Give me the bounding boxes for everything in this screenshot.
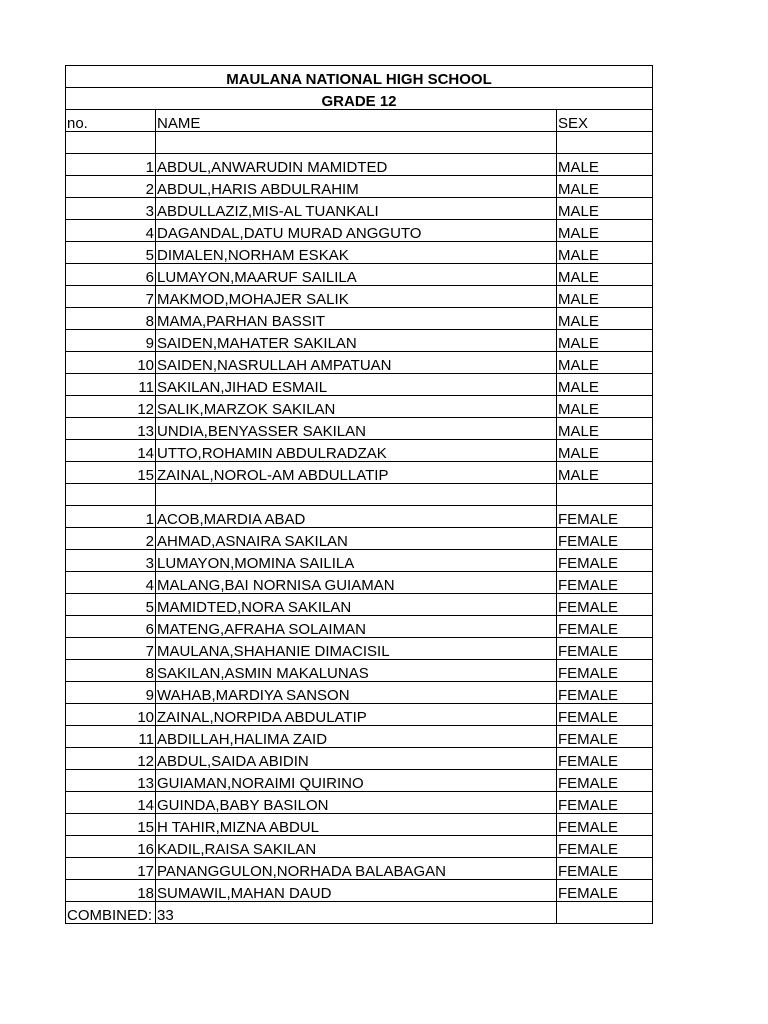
student-name-cell[interactable]: KADIL,RAISA SAKILAN xyxy=(156,836,557,858)
student-name-cell[interactable]: MAKMOD,MOHAJER SALIK xyxy=(156,286,557,308)
student-sex-cell[interactable]: FEMALE xyxy=(557,638,653,660)
student-number-cell[interactable]: 6 xyxy=(66,616,156,638)
student-name-cell[interactable]: ABDULLAZIZ,MIS-AL TUANKALI xyxy=(156,198,557,220)
female-student-row xyxy=(66,528,653,550)
male-student-row xyxy=(66,176,653,198)
student-sex-cell[interactable]: FEMALE xyxy=(557,682,653,704)
female-student-row xyxy=(66,550,653,572)
blank-cell[interactable] xyxy=(66,132,156,154)
combined-total-row xyxy=(66,902,653,924)
student-name-cell[interactable]: ACOB,MARDIA ABAD xyxy=(156,506,557,528)
student-name-cell[interactable]: MAULANA,SHAHANIE DIMACISIL xyxy=(156,638,557,660)
student-number-cell[interactable]: 3 xyxy=(66,550,156,572)
student-name-cell[interactable]: UTTO,ROHAMIN ABDULRADZAK xyxy=(156,440,557,462)
student-number-cell[interactable]: 15 xyxy=(66,814,156,836)
male-student-row xyxy=(66,462,653,484)
student-sex-cell[interactable]: MALE xyxy=(557,154,653,176)
blank-cell[interactable] xyxy=(557,902,653,924)
female-student-row xyxy=(66,814,653,836)
student-number-cell[interactable]: 4 xyxy=(66,220,156,242)
grade-title[interactable]: GRADE 12 xyxy=(66,88,653,110)
school-title-row xyxy=(66,66,653,88)
student-name-cell[interactable]: SAKILAN,JIHAD ESMAIL xyxy=(156,374,557,396)
student-sex-cell[interactable]: FEMALE xyxy=(557,770,653,792)
male-student-row xyxy=(66,198,653,220)
male-student-row xyxy=(66,440,653,462)
column-header-row xyxy=(66,110,653,132)
blank-cell[interactable] xyxy=(156,132,557,154)
student-name-cell[interactable]: SALIK,MARZOK SAKILAN xyxy=(156,396,557,418)
student-sex-cell[interactable]: MALE xyxy=(557,418,653,440)
female-student-row xyxy=(66,616,653,638)
student-sex-cell[interactable]: MALE xyxy=(557,264,653,286)
male-student-row xyxy=(66,374,653,396)
student-sex-cell[interactable]: FEMALE xyxy=(557,726,653,748)
student-name-cell[interactable]: SAIDEN,NASRULLAH AMPATUAN xyxy=(156,352,557,374)
student-sex-cell[interactable]: MALE xyxy=(557,396,653,418)
blank-row xyxy=(66,484,653,506)
female-student-row xyxy=(66,748,653,770)
student-number-cell[interactable]: 15 xyxy=(66,462,156,484)
student-name-cell[interactable]: DIMALEN,NORHAM ESKAK xyxy=(156,242,557,264)
student-sex-cell[interactable]: FEMALE xyxy=(557,660,653,682)
student-sex-cell[interactable]: MALE xyxy=(557,374,653,396)
male-student-row xyxy=(66,242,653,264)
student-number-cell[interactable]: 17 xyxy=(66,858,156,880)
school-title[interactable]: MAULANA NATIONAL HIGH SCHOOL xyxy=(66,66,653,88)
student-name-cell[interactable]: LUMAYON,MAARUF SAILILA xyxy=(156,264,557,286)
female-student-row xyxy=(66,726,653,748)
female-student-row xyxy=(66,638,653,660)
male-student-row xyxy=(66,418,653,440)
student-name-cell[interactable]: LUMAYON,MOMINA SAILILA xyxy=(156,550,557,572)
student-number-cell[interactable]: 5 xyxy=(66,242,156,264)
column-header-no[interactable]: no. xyxy=(66,110,156,132)
male-student-row xyxy=(66,220,653,242)
student-sex-cell[interactable]: FEMALE xyxy=(557,814,653,836)
student-sex-cell[interactable]: FEMALE xyxy=(557,528,653,550)
student-number-cell[interactable]: 5 xyxy=(66,594,156,616)
blank-row xyxy=(66,132,653,154)
student-number-cell[interactable]: 14 xyxy=(66,792,156,814)
student-name-cell[interactable]: PANANGGULON,NORHADA BALABAGAN xyxy=(156,858,557,880)
male-student-row xyxy=(66,352,653,374)
student-name-cell[interactable]: GUINDA,BABY BASILON xyxy=(156,792,557,814)
student-name-cell[interactable]: DAGANDAL,DATU MURAD ANGGUTO xyxy=(156,220,557,242)
student-sex-cell[interactable]: FEMALE xyxy=(557,616,653,638)
student-sex-cell[interactable]: MALE xyxy=(557,330,653,352)
student-sex-cell[interactable]: MALE xyxy=(557,462,653,484)
female-student-row xyxy=(66,594,653,616)
blank-cell[interactable] xyxy=(156,484,557,506)
student-name-cell[interactable]: MATENG,AFRAHA SOLAIMAN xyxy=(156,616,557,638)
student-sex-cell[interactable]: MALE xyxy=(557,220,653,242)
student-number-cell[interactable]: 2 xyxy=(66,528,156,550)
class-roster-table xyxy=(65,65,653,924)
student-number-cell[interactable]: 6 xyxy=(66,264,156,286)
female-student-row xyxy=(66,880,653,902)
student-number-cell[interactable]: 7 xyxy=(66,286,156,308)
male-student-row xyxy=(66,396,653,418)
male-student-row xyxy=(66,154,653,176)
student-number-cell[interactable]: 9 xyxy=(66,330,156,352)
student-sex-cell[interactable]: MALE xyxy=(557,176,653,198)
student-sex-cell[interactable]: FEMALE xyxy=(557,880,653,902)
student-name-cell[interactable]: SAIDEN,MAHATER SAKILAN xyxy=(156,330,557,352)
student-name-cell[interactable]: MAMA,PARHAN BASSIT xyxy=(156,308,557,330)
student-name-cell[interactable]: SAKILAN,ASMIN MAKALUNAS xyxy=(156,660,557,682)
female-student-row xyxy=(66,836,653,858)
student-number-cell[interactable]: 18 xyxy=(66,880,156,902)
male-student-row xyxy=(66,330,653,352)
student-sex-cell[interactable]: MALE xyxy=(557,440,653,462)
student-name-cell[interactable]: ZAINAL,NOROL-AM ABDULLATIP xyxy=(156,462,557,484)
student-number-cell[interactable]: 12 xyxy=(66,396,156,418)
student-number-cell[interactable]: 2 xyxy=(66,176,156,198)
student-name-cell[interactable]: H TAHIR,MIZNA ABDUL xyxy=(156,814,557,836)
student-name-cell[interactable]: ABDUL,SAIDA ABIDIN xyxy=(156,748,557,770)
student-sex-cell[interactable]: MALE xyxy=(557,242,653,264)
student-number-cell[interactable]: 3 xyxy=(66,198,156,220)
student-name-cell[interactable]: GUIAMAN,NORAIMI QUIRINO xyxy=(156,770,557,792)
student-number-cell[interactable]: 13 xyxy=(66,418,156,440)
student-number-cell[interactable]: 16 xyxy=(66,836,156,858)
combined-label-cell[interactable]: COMBINED: xyxy=(66,902,156,924)
student-number-cell[interactable]: 11 xyxy=(66,726,156,748)
student-number-cell[interactable]: 12 xyxy=(66,748,156,770)
student-sex-cell[interactable]: FEMALE xyxy=(557,506,653,528)
student-sex-cell[interactable]: FEMALE xyxy=(557,858,653,880)
student-sex-cell[interactable]: FEMALE xyxy=(557,594,653,616)
student-name-cell[interactable]: ABDUL,ANWARUDIN MAMIDTED xyxy=(156,154,557,176)
student-name-cell[interactable]: MAMIDTED,NORA SAKILAN xyxy=(156,594,557,616)
grade-title-row xyxy=(66,88,653,110)
female-student-row xyxy=(66,660,653,682)
student-number-cell[interactable]: 11 xyxy=(66,374,156,396)
student-sex-cell[interactable]: MALE xyxy=(557,198,653,220)
student-sex-cell[interactable]: FEMALE xyxy=(557,836,653,858)
column-header-name[interactable]: NAME xyxy=(156,110,557,132)
student-number-cell[interactable]: 4 xyxy=(66,572,156,594)
female-student-row xyxy=(66,858,653,880)
male-student-row xyxy=(66,308,653,330)
student-name-cell[interactable]: MALANG,BAI NORNISA GUIAMAN xyxy=(156,572,557,594)
student-number-cell[interactable]: 14 xyxy=(66,440,156,462)
student-name-cell[interactable]: ZAINAL,NORPIDA ABDULATIP xyxy=(156,704,557,726)
student-name-cell[interactable]: AHMAD,ASNAIRA SAKILAN xyxy=(156,528,557,550)
student-sex-cell[interactable]: FEMALE xyxy=(557,704,653,726)
blank-cell[interactable] xyxy=(66,484,156,506)
student-name-cell[interactable]: ABDILLAH,HALIMA ZAID xyxy=(156,726,557,748)
student-number-cell[interactable]: 13 xyxy=(66,770,156,792)
female-student-row xyxy=(66,506,653,528)
column-header-sex[interactable]: SEX xyxy=(557,110,653,132)
female-student-row xyxy=(66,572,653,594)
student-sex-cell[interactable]: FEMALE xyxy=(557,792,653,814)
student-number-cell[interactable]: 10 xyxy=(66,352,156,374)
student-name-cell[interactable]: ABDUL,HARIS ABDULRAHIM xyxy=(156,176,557,198)
roster-body xyxy=(66,66,653,924)
student-sex-cell[interactable]: FEMALE xyxy=(557,572,653,594)
male-student-row xyxy=(66,264,653,286)
student-sex-cell[interactable]: MALE xyxy=(557,352,653,374)
male-student-row xyxy=(66,286,653,308)
student-number-cell[interactable]: 1 xyxy=(66,506,156,528)
student-name-cell[interactable]: WAHAB,MARDIYA SANSON xyxy=(156,682,557,704)
student-number-cell[interactable]: 7 xyxy=(66,638,156,660)
student-sex-cell[interactable]: FEMALE xyxy=(557,550,653,572)
student-name-cell[interactable]: SUMAWIL,MAHAN DAUD xyxy=(156,880,557,902)
student-sex-cell[interactable]: MALE xyxy=(557,308,653,330)
student-sex-cell[interactable]: FEMALE xyxy=(557,748,653,770)
student-number-cell[interactable]: 9 xyxy=(66,682,156,704)
student-number-cell[interactable]: 1 xyxy=(66,154,156,176)
female-student-row xyxy=(66,682,653,704)
student-number-cell[interactable]: 10 xyxy=(66,704,156,726)
combined-value-cell[interactable]: 33 xyxy=(156,902,557,924)
female-student-row xyxy=(66,770,653,792)
student-number-cell[interactable]: 8 xyxy=(66,660,156,682)
blank-cell[interactable] xyxy=(557,132,653,154)
female-student-row xyxy=(66,792,653,814)
female-student-row xyxy=(66,704,653,726)
blank-cell[interactable] xyxy=(557,484,653,506)
student-number-cell[interactable]: 8 xyxy=(66,308,156,330)
student-name-cell[interactable]: UNDIA,BENYASSER SAKILAN xyxy=(156,418,557,440)
student-sex-cell[interactable]: MALE xyxy=(557,286,653,308)
